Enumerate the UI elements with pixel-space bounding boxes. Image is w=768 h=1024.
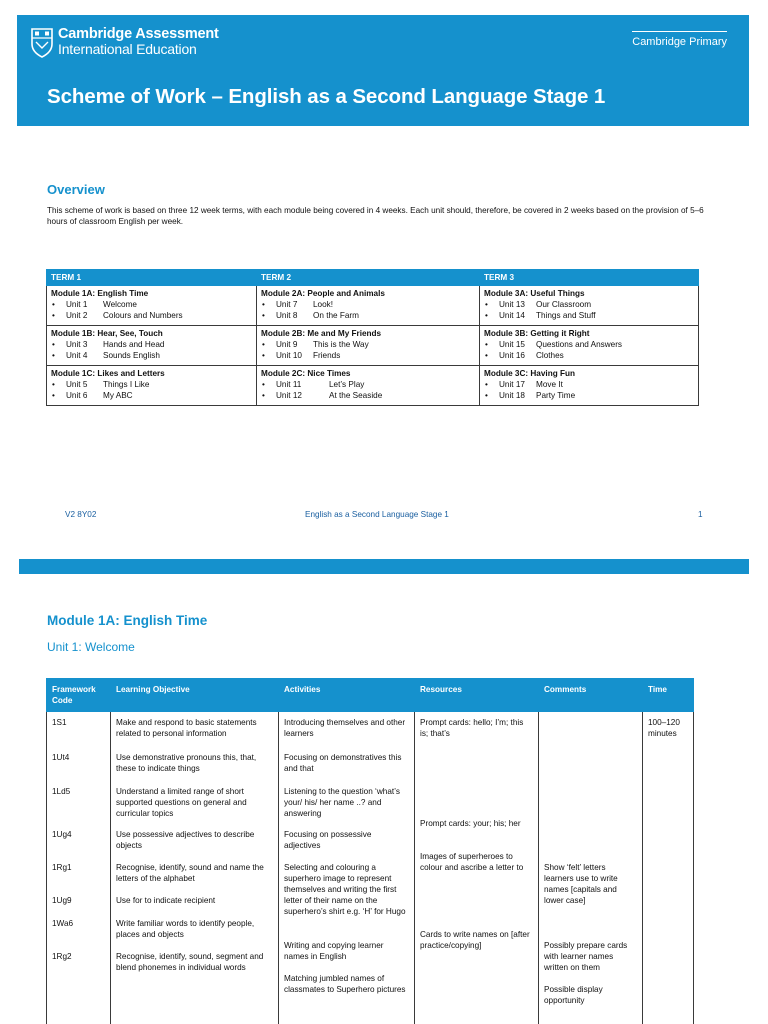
unit-number: Unit 12 — [276, 391, 302, 400]
learning-objective: Use possessive adjectives to describe objects — [116, 830, 255, 850]
unit-number: Unit 13 — [499, 300, 525, 309]
unit-number: Unit 4 — [66, 351, 88, 360]
unit-name: Things I Like — [103, 380, 150, 389]
bullet-icon: • — [52, 351, 55, 360]
module-heading: Module 1A: English Time — [47, 613, 208, 628]
module-cell — [480, 286, 699, 326]
comment: Possible display opportunity — [544, 985, 603, 1005]
bullet-icon: • — [262, 340, 265, 349]
bullet-icon: • — [485, 340, 488, 349]
activity: Listening to the question ‘what’s your/ his/ her name ..? and answering — [284, 787, 400, 818]
org-name-line1: Cambridge Assessment — [58, 26, 219, 42]
unit-list-item — [484, 379, 694, 390]
unit-number: Unit 14 — [499, 311, 525, 320]
module-cell — [257, 326, 480, 366]
comment: Show ‘felt’ letters learners use to write names [capitals and lower case] — [544, 863, 618, 905]
unit-name: Colours and Numbers — [103, 311, 183, 320]
unit-name: This is the Way — [313, 340, 369, 349]
objectives-cell — [116, 712, 273, 1024]
unit-name: Things and Stuff — [536, 311, 596, 320]
unit-list-item — [51, 379, 252, 390]
bullet-icon: • — [262, 351, 265, 360]
learning-objective: Make and respond to basic statements related to personal information — [116, 718, 257, 738]
unit-name: At the Seaside — [329, 391, 383, 400]
term-header: TERM 1 — [47, 270, 257, 286]
logo — [31, 27, 219, 58]
codes-cell — [52, 712, 105, 1024]
unit-list-item — [51, 390, 252, 401]
unit-name: Hands and Head — [103, 340, 165, 349]
footer-title: English as a Second Language Stage 1 — [305, 510, 449, 519]
learning-objective: Understand a limited range of short supported questions on general and curricular topics — [116, 787, 247, 818]
column-header-learning-objective: Learning Objective — [111, 679, 279, 712]
module-title: Module 1B: Hear, See, Touch — [51, 329, 163, 338]
unit-number: Unit 6 — [66, 391, 88, 400]
unit-list-item — [51, 350, 252, 361]
unit-name: Look! — [313, 300, 334, 309]
unit-name: Friends — [313, 351, 341, 360]
unit-name: Party Time — [536, 391, 576, 400]
resource: Prompt cards: hello; I’m; this is; that’s — [420, 718, 524, 738]
learning-objective: Use for to indicate recipient — [116, 896, 216, 905]
activity: Writing and copying learner names in English — [284, 941, 384, 961]
org-name-line2: International Education — [58, 41, 197, 57]
column-header-framework-code: Framework Code — [47, 679, 111, 712]
unit-list-item — [51, 339, 252, 350]
unit-list-item — [484, 299, 694, 310]
column-header-activities: Activities — [279, 679, 415, 712]
module-cell — [257, 366, 480, 406]
term-header: TERM 2 — [257, 270, 480, 286]
module-title: Module 2C: Nice Times — [261, 369, 351, 378]
term-header: TERM 3 — [480, 270, 699, 286]
framework-code: 1Ut4 — [52, 753, 70, 762]
activity: Focusing on possessive adjectives — [284, 830, 372, 850]
bullet-icon: • — [52, 380, 55, 389]
unit-list-item — [261, 299, 475, 310]
learning-objective: Write familiar words to identify people, places and objects — [116, 919, 255, 939]
module-cell — [480, 366, 699, 406]
unit-list-item — [484, 390, 694, 401]
activity: Focusing on demonstratives this and that — [284, 753, 402, 773]
bullet-icon: • — [485, 391, 488, 400]
activity: Selecting and colouring a superhero image to represent themselves and writing the first letter of their name on the superhero’s shirt e.g. ‘H’ for Hugo — [284, 863, 406, 916]
unit-list-item — [261, 390, 475, 401]
cambridge-shield-icon — [31, 28, 53, 58]
column-header-comments: Comments — [539, 679, 643, 712]
unit-number: Unit 8 — [276, 311, 298, 320]
term-table — [46, 269, 699, 406]
module-title: Module 3B: Getting it Right — [484, 329, 590, 338]
unit-number: Unit 1 — [66, 300, 88, 309]
bullet-icon: • — [52, 340, 55, 349]
unit-name: On the Farm — [313, 311, 359, 320]
framework-code: 1Rg1 — [52, 863, 72, 872]
learning-objective: Recognise, identify, sound, segment and blend phonemes in individual words — [116, 952, 264, 972]
unit-number: Unit 18 — [499, 391, 525, 400]
learning-objective: Use demonstrative pronouns this, that, these to indicate things — [116, 753, 257, 773]
unit-list-item — [51, 310, 252, 321]
module-cell — [47, 366, 257, 406]
column-header-resources: Resources — [415, 679, 539, 712]
learning-objective: Recognise, identify, sound and name the letters of the alphabet — [116, 863, 264, 883]
bullet-icon: • — [262, 300, 265, 309]
bullet-icon: • — [485, 311, 488, 320]
unit-name: Welcome — [103, 300, 137, 309]
unit-name: Our Classroom — [536, 300, 592, 309]
unit-number: Unit 3 — [66, 340, 88, 349]
framework-code: 1Ug9 — [52, 896, 72, 905]
unit-name: Questions and Answers — [536, 340, 623, 349]
unit-number: Unit 16 — [499, 351, 525, 360]
module-title: Module 2A: People and Animals — [261, 289, 385, 298]
unit-list-item — [261, 350, 475, 361]
time-value: 100–120 minutes — [648, 718, 680, 738]
module-title: Module 3C: Having Fun — [484, 369, 575, 378]
scheme-of-work-table — [46, 678, 694, 1024]
unit-name: Sounds English — [103, 351, 160, 360]
overview-text: This scheme of work is based on three 12 week terms, with each module being covered in 4 weeks. Each unit should, therefore, be covered in 2 weeks based on the provision of 5–6 hours of classroom English per week. — [47, 206, 704, 226]
resource: Images of superheroes to colour and ascribe a letter to — [420, 852, 524, 872]
framework-code: 1Rg2 — [52, 952, 72, 961]
unit-number: Unit 5 — [66, 380, 88, 389]
unit-list-item — [261, 310, 475, 321]
bullet-icon: • — [262, 391, 265, 400]
module-cell — [47, 326, 257, 366]
comments-cell — [544, 712, 637, 1024]
unit-name: Clothes — [536, 351, 564, 360]
unit-name: Let’s Play — [329, 380, 365, 389]
bullet-icon: • — [485, 351, 488, 360]
module-cell — [480, 326, 699, 366]
bullet-icon: • — [485, 380, 488, 389]
footer-version: V2 8Y02 — [65, 510, 97, 519]
activities-cell — [284, 712, 409, 1024]
module-cell — [257, 286, 480, 326]
module-title: Module 1A: English Time — [51, 289, 149, 298]
bullet-icon: • — [52, 300, 55, 309]
bullet-icon: • — [52, 391, 55, 400]
column-header-time: Time — [643, 679, 694, 712]
unit-name: Move It — [536, 380, 563, 389]
unit-number: Unit 15 — [499, 340, 525, 349]
unit-list-item — [484, 310, 694, 321]
resource: Prompt cards: your; his; her — [420, 819, 521, 828]
framework-code: 1Ug4 — [52, 830, 72, 839]
bullet-icon: • — [485, 300, 488, 309]
activity: Introducing themselves and other learners — [284, 718, 406, 738]
unit-list-item — [261, 339, 475, 350]
unit-list-item — [484, 339, 694, 350]
unit-number: Unit 17 — [499, 380, 525, 389]
unit-number: Unit 7 — [276, 300, 298, 309]
module-title: Module 1C: Likes and Letters — [51, 369, 165, 378]
unit-number: Unit 11 — [276, 380, 302, 389]
module-cell — [47, 286, 257, 326]
resource: Cards to write names on [after practice/copying] — [420, 930, 530, 950]
unit-number: Unit 10 — [276, 351, 302, 360]
page-title: Scheme of Work – English as a Second Language Stage 1 — [47, 85, 606, 108]
unit-number: Unit 2 — [66, 311, 88, 320]
module-title: Module 2B: Me and My Friends — [261, 329, 382, 338]
resources-cell — [420, 712, 533, 1024]
comment: Possibly prepare cards with learner names written on them — [544, 941, 628, 972]
document-header — [17, 15, 749, 126]
unit-number: Unit 9 — [276, 340, 298, 349]
unit-list-item — [51, 299, 252, 310]
brand-label: Cambridge Primary — [632, 31, 727, 48]
footer-page-number: 1 — [698, 510, 703, 519]
unit-name: My ABC — [103, 391, 133, 400]
bullet-icon: • — [262, 380, 265, 389]
module-title: Module 3A: Useful Things — [484, 289, 585, 298]
time-cell — [648, 712, 688, 1024]
overview-heading: Overview — [47, 182, 105, 197]
framework-code: 1S1 — [52, 718, 67, 727]
framework-code: 1Ld5 — [52, 787, 71, 796]
page-header-bar — [19, 559, 749, 574]
framework-code: 1Wa6 — [52, 919, 74, 928]
unit-list-item — [484, 350, 694, 361]
unit-heading: Unit 1: Welcome — [47, 640, 135, 654]
bullet-icon: • — [262, 311, 265, 320]
bullet-icon: • — [52, 311, 55, 320]
unit-list-item — [261, 379, 475, 390]
activity: Matching jumbled names of classmates to Superhero pictures — [284, 974, 406, 994]
